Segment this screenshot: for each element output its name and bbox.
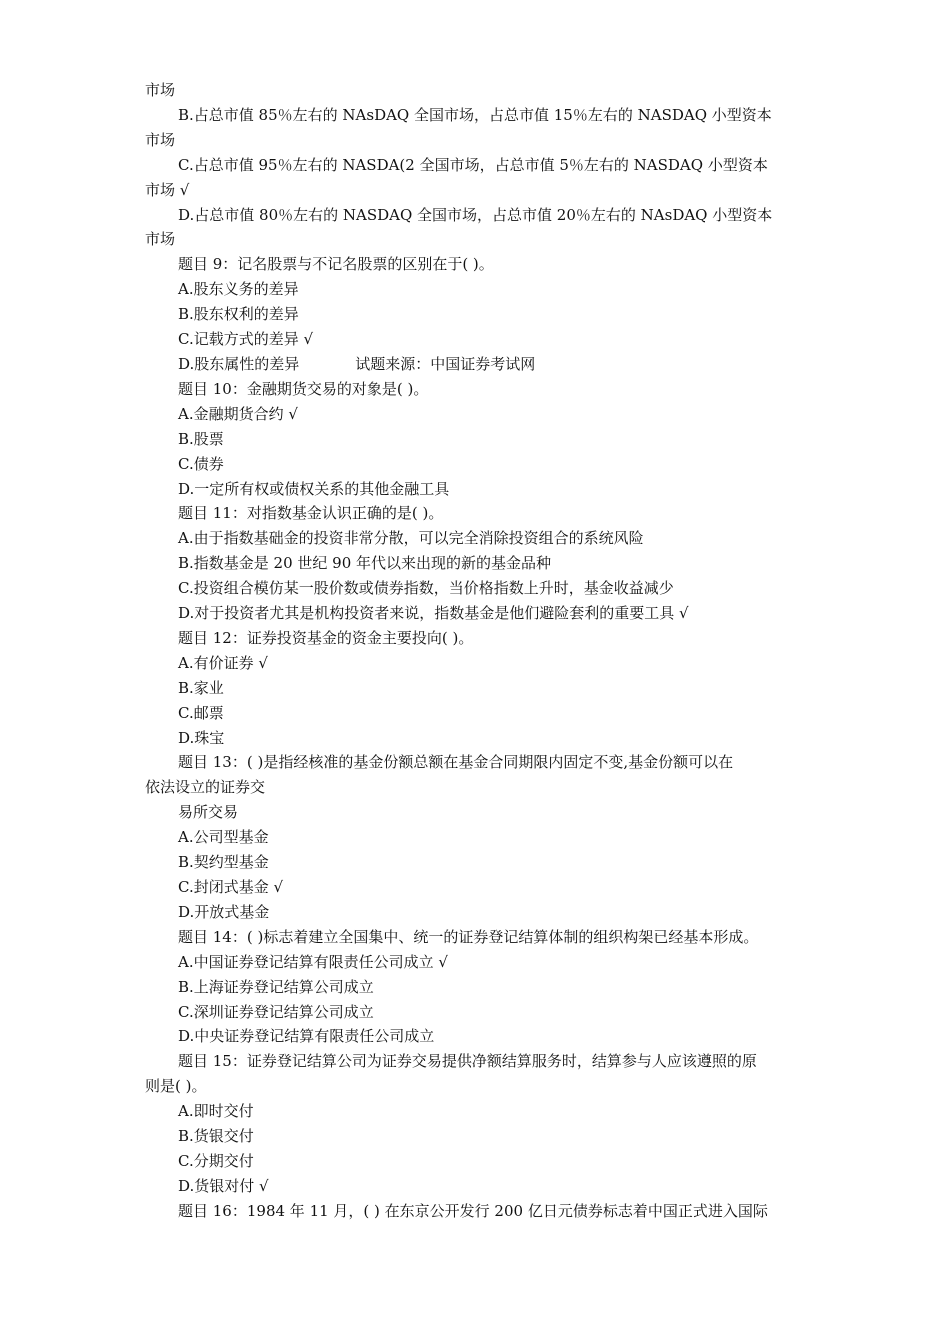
q8-option-c: C.占总市值 95％左右的 NASDA(2 全国市场，占总市值 5％左右的 NASDAQ 小型资本 [178, 155, 768, 174]
q9-option-b: B.股东权利的差异 [178, 305, 299, 324]
q13-question: 题目 13：( )是指经核准的基金份额总额在基金合同期限内固定不变,基金份额可以在 [178, 753, 734, 772]
q15-option-a: A.即时交付 [178, 1102, 254, 1121]
q8-option-d: D.占总市值 80％左右的 NASDAQ 全国市场，占总市值 20％左右的 NAsDAQ 小型资本 [178, 205, 773, 224]
q11-question: 题目 11：对指数基金认识正确的是( )。 [178, 504, 444, 523]
q11-option-a: A.由于指数基础金的投资非常分散，可以完全消除投资组合的系统风险 [178, 529, 644, 548]
q10-question: 题目 10：金融期货交易的对象是( )。 [178, 379, 429, 398]
q9-option-d-line [145, 352, 825, 377]
q10-option-a: A.金融期货合约 √ [178, 404, 298, 423]
q11-option-b: B.指数基金是 20 世纪 90 年代以来出现的新的基金品种 [178, 554, 552, 573]
q14-option-a: A.中国证券登记结算有限责任公司成立 √ [178, 952, 448, 971]
q14-question: 题目 14：( )标志着建立全国集中、统一的证券登记结算体制的组织构架已经基本形成。 [178, 927, 759, 946]
q9-option-a: A.股东义务的差异 [178, 280, 299, 299]
q11-option-d: D.对于投资者尤其是机构投资者来说，指数基金是他们避险套利的重要工具 √ [178, 604, 689, 623]
q13-option-a: A.公司型基金 [178, 828, 269, 847]
q10-option-c: C.债券 [178, 454, 224, 473]
q16-question: 题目 16：1984 年 11 月，( ) 在东京公开发行 200 亿日元债券标志着中国正式进入国际 [178, 1201, 768, 1220]
q15-question-wrap: 则是( )。 [145, 1077, 207, 1096]
document-body [145, 78, 825, 1224]
q12-option-b: B.家业 [178, 678, 224, 697]
q10-option-d: D.一定所有权或债权关系的其他金融工具 [178, 479, 450, 498]
q8-option-b-wrap: 市场 [145, 130, 176, 149]
q14-option-b: B.上海证券登记结算公司成立 [178, 977, 374, 996]
q12-question: 题目 12：证券投资基金的资金主要投向( )。 [178, 628, 474, 647]
q13-option-b: B.契约型基金 [178, 853, 269, 872]
q14-option-d: D.中央证券登记结算有限责任公司成立 [178, 1027, 435, 1046]
q15-option-d: D.货银对付 √ [178, 1176, 269, 1195]
q15-option-b: B.货银交付 [178, 1127, 254, 1146]
q9-option-c: C.记载方式的差异 √ [178, 330, 314, 349]
source-note: 试题来源：中国证券考试网 [355, 354, 536, 373]
q9-option-d: D.股东属性的差异 [178, 354, 300, 373]
q15-question: 题目 15：证券登记结算公司为证券交易提供净额结算服务时，结算参与人应该遵照的原 [178, 1052, 757, 1071]
q10-option-b: B.股票 [178, 429, 224, 448]
q12-option-d: D.珠宝 [178, 728, 225, 747]
q8-option-b: B.占总市值 85％左右的 NAsDAQ 全国市场，占总市值 15％左右的 NASDAQ 小型资本 [178, 105, 772, 124]
q13-option-c: C.封闭式基金 √ [178, 878, 284, 896]
q9-question: 题目 9：记名股票与不记名股票的区别在于( )。 [178, 255, 494, 274]
q11-option-c: C.投资组合模仿某一股价数或债券指数，当价格指数上升时，基金收益减少 [178, 579, 674, 598]
q13-option-d: D.开放式基金 [178, 902, 270, 921]
q8-option-c-wrap: 市场 √ [145, 180, 190, 199]
q8-continuation: 市场 [145, 81, 176, 99]
q15-option-c: C.分期交付 [178, 1151, 254, 1170]
q12-option-c: C.邮票 [178, 703, 224, 722]
q13-question-wrap-2: 易所交易 [178, 803, 239, 822]
q14-option-c: C.深圳证券登记结算公司成立 [178, 1002, 374, 1021]
q8-option-d-wrap: 市场 [145, 230, 176, 249]
q12-option-a: A.有价证券 √ [178, 653, 268, 672]
q13-question-wrap: 依法设立的证券交 [145, 778, 266, 797]
